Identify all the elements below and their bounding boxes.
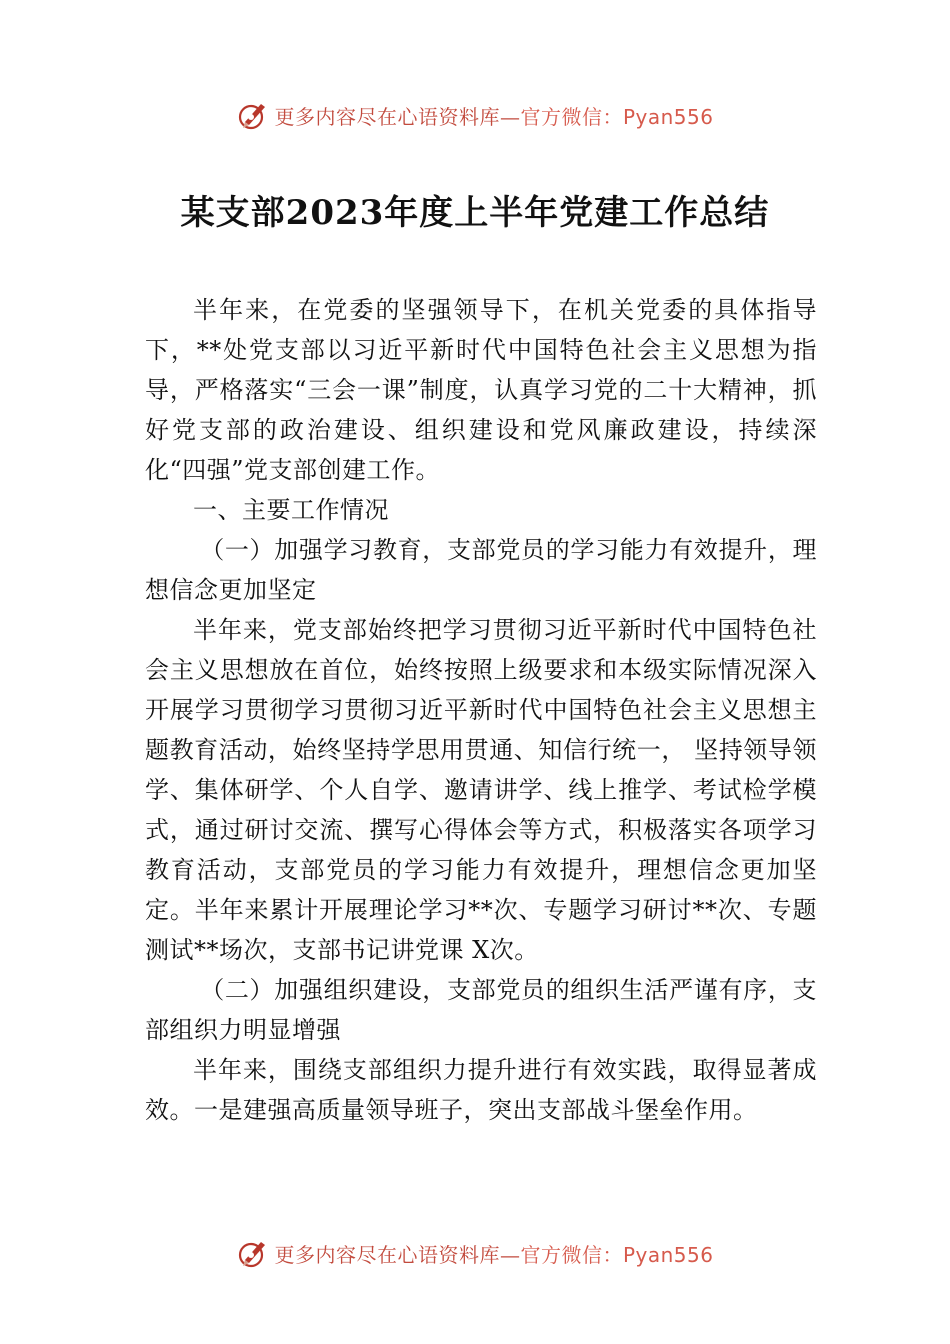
watermark-dash: — xyxy=(499,104,521,129)
paragraph-organization: 半年来，围绕支部组织力提升进行有效实践，取得显著成效。一是建强高质量领导班子，突出支部战斗堡垒作用。 xyxy=(145,1056,817,1124)
section-heading: 一、主要工作情况 xyxy=(193,496,389,524)
watermark-site: 更多内容尽在心语资料库 xyxy=(274,104,500,129)
subsection-heading-1: （一）加强学习教育，支部党员的学习能力有效提升，理想信念更加坚定 xyxy=(145,536,817,604)
document-body xyxy=(145,290,817,1130)
watermark-contact: 官方微信：Pyan556 xyxy=(520,104,714,129)
pen-logo-icon xyxy=(236,1236,270,1270)
watermark-dash: — xyxy=(499,1242,521,1267)
pen-logo-icon xyxy=(236,98,270,132)
paragraph-intro: 半年来，在党委的坚强领导下，在机关党委的具体指导下，**处党支部以习近平新时代中国特色社会主义思想为指导，严格落实“三会一课”制度，认真学习党的二十大精神，抓好党支部的政治建设、组织建设和党风廉政建设，持续深化“四强”党支部创建工作。 xyxy=(145,296,817,484)
subsection-heading-2: （二）加强组织建设，支部党员的组织生活严谨有序，支部组织力明显增强 xyxy=(145,976,817,1044)
document-title: 某支部2023年度上半年党建工作总结 xyxy=(180,193,770,233)
footer-watermark xyxy=(0,1233,950,1273)
header-watermark xyxy=(0,95,950,135)
watermark-text xyxy=(274,101,713,130)
paragraph-study: 半年来，党支部始终把学习贯彻习近平新时代中国特色社会主义思想放在首位，始终按照上级要求和本级实际情况深入开展学习贯彻学习贯彻习近平新时代中国特色社会主义思想主题教育活动，始终坚持学思用贯通、知信行统一， 坚持领导领学、集体研学、个人自学、邀请讲学、线上推学、考试检学模式，通过研讨交流、撰写心得体会等方式，积极落实各项学习教育活动，支部党员的学习能力有效提升，理想信念更加坚定。半年来累计开展理论学习**次、专题学习研讨**次、专题测试**场次，支部书记讲党课 X次。 xyxy=(145,616,817,964)
watermark-text xyxy=(274,1239,713,1268)
watermark-site: 更多内容尽在心语资料库 xyxy=(274,1242,500,1267)
watermark-contact: 官方微信：Pyan556 xyxy=(520,1242,714,1267)
